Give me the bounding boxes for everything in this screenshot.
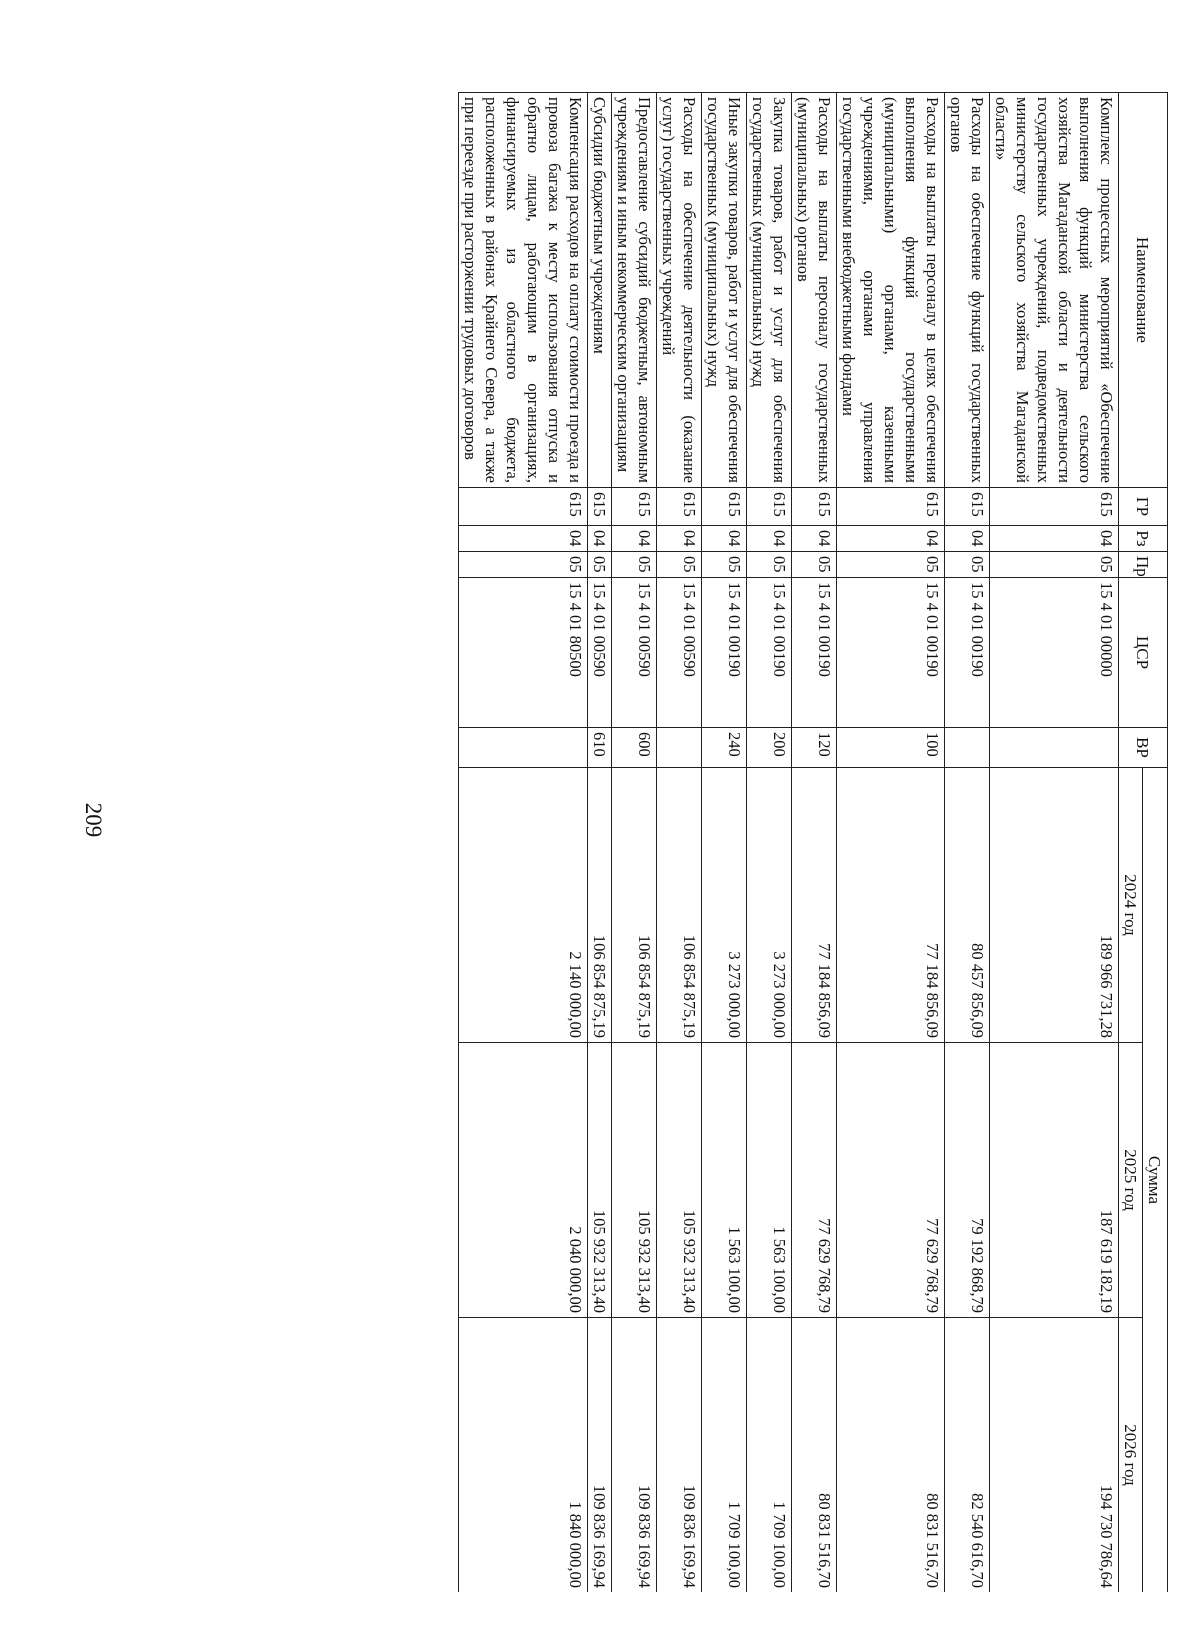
header-pr: Пр <box>1119 552 1168 578</box>
row-amount-2024: 106 854 875,19 <box>588 768 612 1043</box>
row-pr: 05 <box>657 552 702 578</box>
row-vr: 100 <box>837 728 945 768</box>
row-amount-2026: 109 836 169,94 <box>657 1318 702 1593</box>
row-rz: 04 <box>612 526 657 552</box>
row-amount-2024: 3 273 000,00 <box>747 768 792 1043</box>
row-rz: 04 <box>747 526 792 552</box>
row-name: Расходы на выплаты персоналу в целях обеспечения выполнения функций государственными (муниципальными) органами, казенными учреждениями, органами управления государственными внебюджетными фондами <box>837 93 945 488</box>
row-csr: 15 4 01 00590 <box>612 578 657 728</box>
table-row <box>837 93 945 1593</box>
header-csr: ЦСР <box>1119 578 1168 728</box>
header-gr: ГР <box>1119 488 1168 526</box>
row-amount-2026: 1 840 000,00 <box>459 1318 588 1593</box>
row-gr: 615 <box>837 488 945 526</box>
row-gr: 615 <box>702 488 747 526</box>
row-rz: 04 <box>588 526 612 552</box>
rotated-page-content <box>168 92 1168 1592</box>
row-gr: 615 <box>945 488 990 526</box>
row-vr: 600 <box>612 728 657 768</box>
row-pr: 05 <box>588 552 612 578</box>
row-pr: 05 <box>837 552 945 578</box>
row-amount-2025: 187 619 182,19 <box>990 1043 1119 1318</box>
row-csr: 15 4 01 00190 <box>945 578 990 728</box>
table-row <box>459 93 588 1593</box>
row-pr: 05 <box>945 552 990 578</box>
row-csr: 15 4 01 00000 <box>990 578 1119 728</box>
table-row <box>657 93 702 1593</box>
row-amount-2025: 105 932 313,40 <box>612 1043 657 1318</box>
row-amount-2025: 105 932 313,40 <box>588 1043 612 1318</box>
row-amount-2026: 194 730 786,64 <box>990 1318 1119 1593</box>
header-name: Наименование <box>1119 93 1168 488</box>
row-name: Субсидии бюджетным учреждениям <box>588 93 612 488</box>
row-gr: 615 <box>459 488 588 526</box>
header-year-2025: 2025 год <box>1119 1043 1143 1318</box>
header-rz: Рз <box>1119 526 1168 552</box>
row-amount-2024: 106 854 875,19 <box>612 768 657 1043</box>
row-gr: 615 <box>612 488 657 526</box>
table-row <box>612 93 657 1593</box>
row-amount-2025: 1 563 100,00 <box>702 1043 747 1318</box>
row-vr <box>990 728 1119 768</box>
budget-table-area <box>168 92 1168 1592</box>
table-row <box>747 93 792 1593</box>
row-name: Расходы на выплаты персоналу государственных (муниципальных) органов <box>792 93 837 488</box>
row-vr <box>945 728 990 768</box>
row-csr: 15 4 01 00590 <box>588 578 612 728</box>
row-rz: 04 <box>945 526 990 552</box>
row-amount-2025: 77 629 768,79 <box>837 1043 945 1318</box>
row-amount-2025: 105 932 313,40 <box>657 1043 702 1318</box>
row-name: Комплекс процессных мероприятий «Обеспечение выполнения функций министерства сельского хозяйства Магаданской области и деятельности государственных учреждений, подведомственных министерству сельского хозяйства Магаданской области» <box>990 93 1119 488</box>
row-rz: 04 <box>792 526 837 552</box>
row-rz: 04 <box>657 526 702 552</box>
row-pr: 05 <box>747 552 792 578</box>
row-amount-2024: 3 273 000,00 <box>702 768 747 1043</box>
row-amount-2026: 80 831 516,70 <box>837 1318 945 1593</box>
row-gr: 615 <box>792 488 837 526</box>
table-row <box>588 93 612 1593</box>
row-rz: 04 <box>837 526 945 552</box>
budget-table <box>458 92 1168 1592</box>
row-csr: 15 4 01 80500 <box>459 578 588 728</box>
row-name: Предоставление субсидий бюджетным, автономным учреждениям и иным некоммерческим организациям <box>612 93 657 488</box>
row-amount-2024: 189 966 731,28 <box>990 768 1119 1043</box>
row-rz: 04 <box>459 526 588 552</box>
row-vr <box>459 728 588 768</box>
row-vr: 200 <box>747 728 792 768</box>
row-pr: 05 <box>459 552 588 578</box>
row-amount-2026: 1 709 100,00 <box>747 1318 792 1593</box>
table-row <box>702 93 747 1593</box>
header-year-2024: 2024 год <box>1119 768 1143 1043</box>
row-name: Расходы на обеспечение деятельности (оказание услуг) государственных учреждений <box>657 93 702 488</box>
row-pr: 05 <box>990 552 1119 578</box>
row-amount-2025: 2 040 000,00 <box>459 1043 588 1318</box>
row-amount-2026: 82 540 616,70 <box>945 1318 990 1593</box>
row-pr: 05 <box>792 552 837 578</box>
header-row-1 <box>1143 93 1168 1593</box>
row-name: Расходы на обеспечение функций государственных органов <box>945 93 990 488</box>
row-gr: 615 <box>990 488 1119 526</box>
row-csr: 15 4 01 00190 <box>747 578 792 728</box>
header-sum: Сумма <box>1143 768 1168 1593</box>
row-pr: 05 <box>702 552 747 578</box>
row-gr: 615 <box>747 488 792 526</box>
row-amount-2024: 80 457 856,09 <box>945 768 990 1043</box>
header-vr: ВР <box>1119 728 1168 768</box>
row-amount-2026: 1 709 100,00 <box>702 1318 747 1593</box>
row-name: Компенсация расходов на оплату стоимости проезда и провоза багажа к месту использования отпуска и обратно лицам, работающим в организациях, финансируемых из областного бюджета, расположенных в районах Крайнего Севера, а также при переезде при расторжении трудовых договоров <box>459 93 588 488</box>
row-csr: 15 4 01 00190 <box>792 578 837 728</box>
row-rz: 04 <box>990 526 1119 552</box>
row-name: Закупка товаров, работ и услуг для обеспечения государственных (муниципальных) нужд <box>747 93 792 488</box>
row-name: Иные закупки товаров, работ и услуг для обеспечения государственных (муниципальных) нужд <box>702 93 747 488</box>
row-amount-2026: 109 836 169,94 <box>612 1318 657 1593</box>
row-vr: 120 <box>792 728 837 768</box>
row-amount-2024: 2 140 000,00 <box>459 768 588 1043</box>
header-year-2026: 2026 год <box>1119 1318 1143 1593</box>
row-vr: 240 <box>702 728 747 768</box>
row-amount-2024: 77 184 856,09 <box>837 768 945 1043</box>
row-csr: 15 4 01 00590 <box>657 578 702 728</box>
row-vr: 610 <box>588 728 612 768</box>
row-csr: 15 4 01 00190 <box>837 578 945 728</box>
table-row <box>990 93 1119 1593</box>
row-csr: 15 4 01 00190 <box>702 578 747 728</box>
row-amount-2026: 80 831 516,70 <box>792 1318 837 1593</box>
row-amount-2025: 79 192 868,79 <box>945 1043 990 1318</box>
row-amount-2024: 106 854 875,19 <box>657 768 702 1043</box>
row-amount-2025: 1 563 100,00 <box>747 1043 792 1318</box>
row-vr <box>657 728 702 768</box>
row-pr: 05 <box>612 552 657 578</box>
row-amount-2026: 109 836 169,94 <box>588 1318 612 1593</box>
row-gr: 615 <box>588 488 612 526</box>
row-rz: 04 <box>702 526 747 552</box>
row-amount-2024: 77 184 856,09 <box>792 768 837 1043</box>
row-amount-2025: 77 629 768,79 <box>792 1043 837 1318</box>
page-number: 209 <box>81 802 106 838</box>
row-gr: 615 <box>657 488 702 526</box>
table-row <box>792 93 837 1593</box>
table-row <box>945 93 990 1593</box>
